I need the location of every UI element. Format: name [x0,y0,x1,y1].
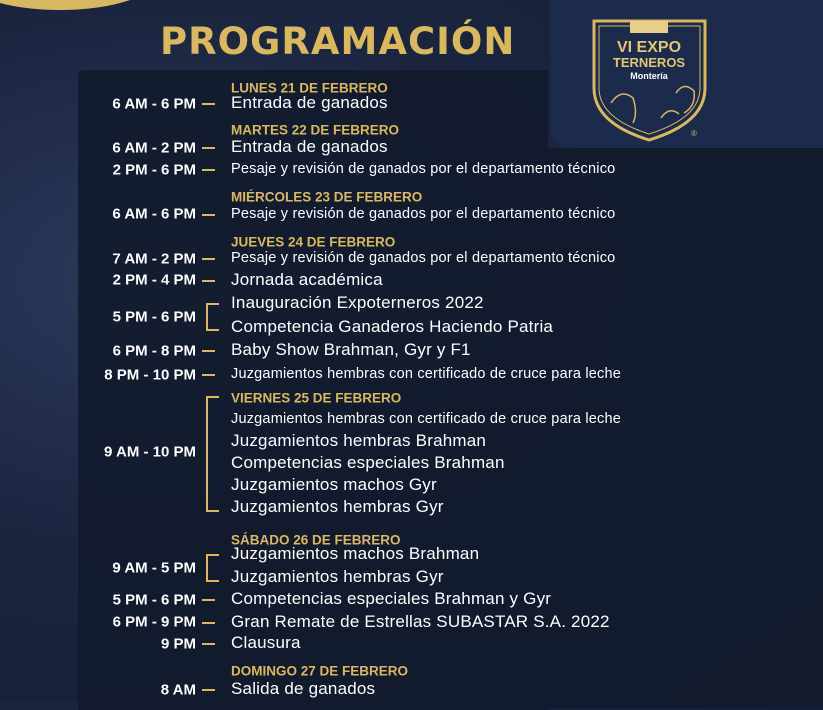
time-range: 9 AM - 10 PM [104,443,196,461]
svg-text:VI EXPO: VI EXPO [616,39,682,56]
activity: Gran Remate de Estrellas SUBASTAR S.A. 2022 [231,612,610,631]
expo-terneros-logo [591,18,708,144]
svg-text:TERNEROS: TERNEROS [612,55,686,70]
dash [202,214,215,216]
time-range: 2 PM - 4 PM [112,271,196,289]
day-heading: MIÉRCOLES 23 DE FEBRERO [231,189,423,205]
activity: Pesaje y revisión de ganados por el departamento técnico [231,161,616,177]
activity: Inauguración Expoterneros 2022 [231,293,484,312]
activity: Clausura [231,633,301,652]
activity: Juzgamientos hembras con certificado de cruce para leche [231,366,622,382]
time-range: 5 PM - 6 PM [112,591,196,609]
time-range: 6 PM - 9 PM [112,613,196,631]
dash [202,689,215,691]
dash [202,599,215,601]
day-heading: JUEVES 24 DE FEBRERO [231,234,396,250]
time-range: 5 PM - 6 PM [112,308,196,326]
time-range: 2 PM - 6 PM [112,161,196,179]
activity: Salida de ganados [231,679,376,698]
activity: Entrada de ganados [231,137,388,156]
dash [202,643,215,645]
dash [202,280,215,282]
dash [202,147,215,149]
dash [202,374,215,376]
decorative-blob [0,0,160,10]
time-range: 6 AM - 6 PM [112,205,196,223]
dash [202,622,215,624]
activity: Juzgamientos hembras con certificado de cruce para leche [231,411,622,427]
day-heading: DOMINGO 27 DE FEBRERO [231,663,409,679]
activity: Juzgamientos machos Brahman [231,544,480,563]
time-range: 9 AM - 5 PM [112,559,196,577]
activity: Juzgamientos hembras Gyr [231,497,444,516]
activity: Competencias especiales Brahman y Gyr [231,589,552,608]
activity: Juzgamientos hembras Gyr [231,567,444,586]
svg-text:Montería: Montería [630,71,668,81]
bracket [206,396,219,512]
time-range: 6 AM - 6 PM [112,95,196,113]
dash [202,258,215,260]
activity: Pesaje y revisión de ganados por el departamento técnico [231,250,616,266]
day-heading: LUNES 21 DE FEBRERO [231,80,388,96]
svg-text:®: ® [691,129,697,138]
activity: Baby Show Brahman, Gyr y F1 [231,340,471,359]
time-range: 8 PM - 10 PM [104,366,196,384]
activity: Juzgamientos hembras Brahman [231,431,487,450]
dash [202,103,215,105]
page-title: PROGRAMACIÓN [160,20,516,63]
activity: Jornada académica [231,270,383,289]
activity: Pesaje y revisión de ganados por el departamento técnico [231,206,616,222]
dash [202,169,215,171]
day-heading: MARTES 22 DE FEBRERO [231,122,400,138]
activity: Competencia Ganaderos Haciendo Patria [231,317,554,336]
activity: Entrada de ganados [231,93,388,112]
time-range: 8 AM [160,681,196,699]
day-heading: SÁBADO 26 DE FEBRERO [231,532,401,548]
bracket [206,554,219,582]
time-range: 6 PM - 8 PM [112,342,196,360]
activity: Competencias especiales Brahman [231,453,505,472]
time-range: 9 PM [160,635,196,653]
dash [202,350,215,352]
time-range: 6 AM - 2 PM [112,139,196,157]
bracket [206,303,219,331]
day-heading: VIERNES 25 DE FEBRERO [231,390,402,406]
activity: Juzgamientos machos Gyr [231,475,437,494]
time-range: 7 AM - 2 PM [112,250,196,268]
